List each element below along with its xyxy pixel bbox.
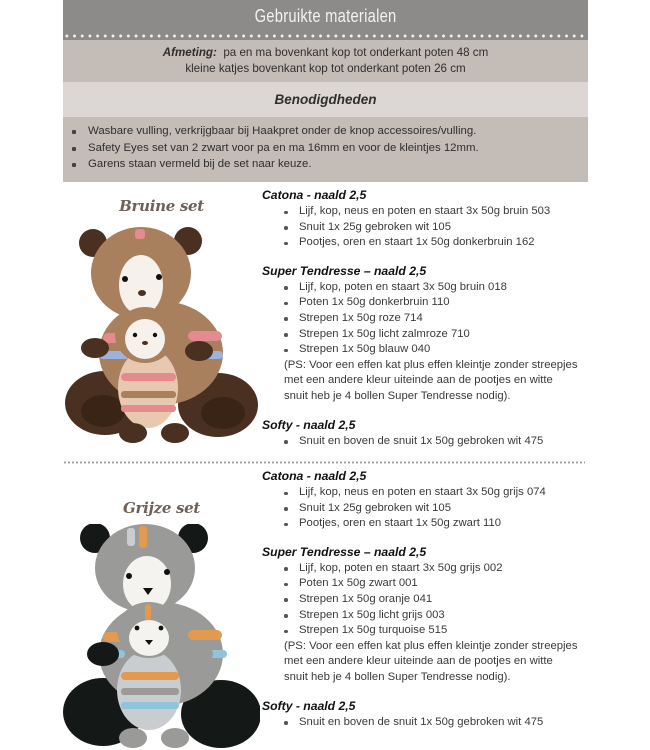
yarn-item: Lijf, kop, neus en poten en staart 3x 50g grijs 074 — [284, 485, 592, 501]
yarn-item: Strepen 1x 50g licht grijs 003 — [284, 608, 592, 624]
yarn-item: Lijf, kop, poten en staart 3x 50g bruin 018 — [284, 280, 592, 296]
yarn-heading: Super Tendresse – naald 2,5 — [262, 263, 427, 278]
yarn-group-super-tendresse — [262, 544, 592, 686]
note-line: met een andere kleur uiteinde aan de pootjes en witte — [284, 374, 553, 387]
yarn-item: Poten 1x 50g donkerbruin 110 — [284, 295, 592, 311]
title-bar — [63, 0, 588, 40]
yarn-item: Poten 1x 50g zwart 001 — [284, 576, 592, 592]
yarn-heading: Catona - naald 2,5 — [262, 188, 367, 202]
yarn-items — [262, 561, 592, 639]
brown-set — [63, 185, 588, 460]
note-line: met een andere kleur uiteinde aan de pootjes en witte — [284, 655, 553, 668]
supplies-heading: Benodigdheden — [63, 82, 588, 117]
yarn-group-softy — [262, 417, 592, 450]
yarn-item: Lijf, kop, poten en staart 3x 50g grijs 002 — [284, 561, 592, 577]
yarn-item: Snuit 1x 25g gebroken wit 105 — [284, 501, 592, 517]
yarn-item: Strepen 1x 50g oranje 041 — [284, 592, 592, 608]
yarn-item: Pootjes, oren en staart 1x 50g zwart 110 — [284, 516, 592, 532]
yarn-items — [262, 204, 592, 251]
yarn-item: Strepen 1x 50g blauw 040 — [284, 342, 592, 358]
supplies-item: Wasbare vulling, verkrijgbaar bij Haakpret onder de knop accessoires/vulling. — [71, 123, 588, 140]
dimensions-section — [63, 40, 588, 82]
dimensions-line-1 — [63, 45, 588, 61]
supplies-item: Safety Eyes set van 2 zwart voor pa en ma 16mm en voor de kleintjes 12mm. — [71, 140, 588, 157]
yarn-heading: Super Tendresse – naald 2,5 — [262, 544, 427, 559]
yarn-group-catona — [262, 468, 592, 532]
materials-page — [63, 0, 588, 182]
yarn-item: Strepen 1x 50g licht zalmroze 710 — [284, 327, 592, 343]
yarn-heading: Softy - naald 2,5 — [262, 417, 356, 432]
note-line: (PS: Voor een effen kat plus effen kleintje zonder streepjes — [284, 639, 578, 652]
yarn-note — [262, 639, 592, 686]
yarn-items — [262, 280, 592, 358]
yarn-group-softy — [262, 698, 592, 731]
note-line: (PS: Voor een effen kat plus effen kleintje zonder streepjes — [284, 358, 578, 371]
grey-set — [63, 466, 588, 750]
yarn-items — [262, 715, 592, 731]
yarn-items — [262, 485, 592, 532]
supplies-item: Garens staan vermeld bij de set naar keuze. — [71, 156, 588, 173]
set-separator — [63, 461, 585, 464]
note-line: snuit heb je 4 bollen Super Tendresse nodig). — [284, 389, 511, 402]
grey-bear-illustration — [63, 524, 260, 750]
supplies-list — [63, 117, 588, 182]
yarn-items — [262, 434, 592, 450]
yarn-item: Snuit en boven de snuit 1x 50g gebroken wit 475 — [284, 715, 592, 731]
yarn-heading: Softy - naald 2,5 — [262, 698, 356, 713]
yarn-item: Lijf, kop, neus en poten en staart 3x 50g bruin 503 — [284, 204, 592, 220]
dotted-divider — [63, 34, 588, 38]
yarn-item: Snuit en boven de snuit 1x 50g gebroken wit 475 — [284, 434, 592, 450]
brown-bear-family-photo — [63, 223, 260, 445]
yarn-item: Strepen 1x 50g turquoise 515 — [284, 623, 592, 639]
yarn-item: Strepen 1x 50g roze 714 — [284, 311, 592, 327]
dimensions-parents: pa en ma bovenkant kop tot onderkant poten 48 cm — [223, 46, 489, 59]
brown-set-yarn-list — [262, 187, 592, 461]
dimensions-label: Afmeting: — [162, 46, 217, 59]
yarn-note — [262, 358, 592, 405]
yarn-group-super-tendresse — [262, 263, 592, 405]
yarn-group-catona — [262, 187, 592, 251]
page-title: Gebruikte materialen — [254, 6, 397, 26]
yarn-item: Pootjes, oren en staart 1x 50g donkerbruin 162 — [284, 235, 592, 251]
dimensions-kittens: kleine katjes bovenkant kop tot onderkant poten 26 cm — [185, 62, 466, 75]
grey-bear-family-photo — [63, 524, 260, 750]
brown-set-label: Bruine set — [119, 197, 204, 215]
note-line: snuit heb je 4 bollen Super Tendresse nodig). — [284, 670, 511, 683]
yarn-item: Snuit 1x 25g gebroken wit 105 — [284, 220, 592, 236]
grey-set-label: Grijze set — [122, 499, 201, 517]
yarn-heading: Catona - naald 2,5 — [262, 469, 367, 483]
grey-set-yarn-list — [262, 468, 592, 742]
brown-bear-illustration — [63, 223, 260, 445]
